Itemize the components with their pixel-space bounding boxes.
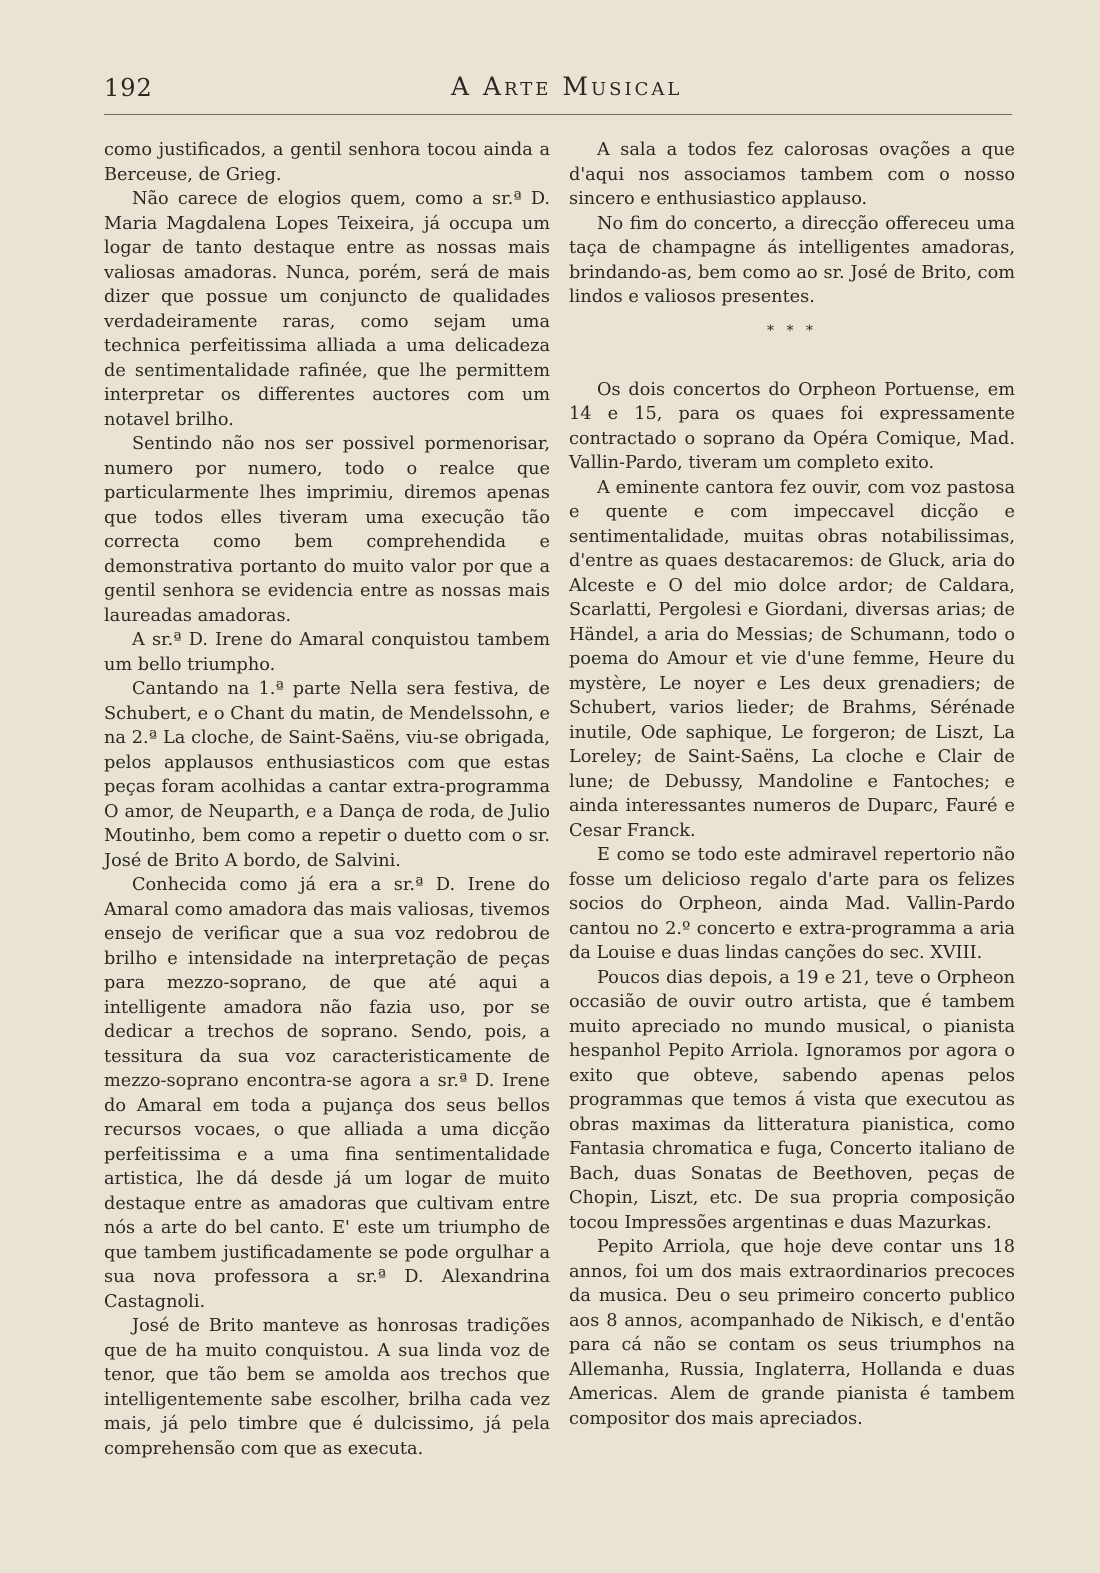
paragraph: Não carece de elogios quem, como a sr.ª D. Maria Magdalena Lopes Teixeira, já occupa um logar de tanto destaque entre as nossas mais valiosas amadoras. Nunca, porém, será de mais dizer que possue um conjuncto de qualidades verdadeiramente raras, como sejam uma technica perfeitissima alliada a uma delicadeza de sentimentalidade rafinée, que lhe permittem interpretar os differentes auctores com um notavel brilho.: [104, 189, 550, 430]
paragraph: como justificados, a gentil senhora tocou ainda a Berceuse, de Grieg.: [104, 140, 550, 185]
section-separator: * * *: [767, 322, 817, 339]
running-title: A Arte Musical: [451, 72, 683, 101]
paragraph: A sr.ª D. Irene do Amaral conquistou tambem um bello triumpho.: [104, 630, 550, 675]
left-column: [104, 138, 550, 1461]
header-rule: [104, 114, 1012, 115]
paragraph: E como se todo este admiravel repertorio não fosse um delicioso regalo d'arte para os felizes socios do Orpheon, ainda Mad. Vallin-Pardo cantou no 2.º concerto e extra-programma a aria da Louise e duas lindas canções do sec. XVIII.: [569, 845, 1015, 963]
paragraph: Os dois concertos do Orpheon Portuense, em 14 e 15, para os quaes foi expressamente contractado o soprano da Opéra Comique, Mad. Vallin-Pardo, tiveram um completo exito.: [569, 379, 1015, 473]
paragraph: Sentindo não nos ser possivel pormenorisar, numero por numero, todo o realce que particularmente lhes imprimiu, diremos apenas que todos elles tiveram uma execução tão correcta como bem comprehendida e demonstrativa portanto do muito valor por que a gentil senhora se evidencia entre as nossas mais laureadas amadoras.: [104, 434, 550, 626]
page-header: [104, 72, 1012, 110]
paragraph: Poucos dias depois, a 19 e 21, teve o Orpheon occasião de ouvir outro artista, que é tambem muito apreciado no mundo musical, o pianista hespanhol Pepito Arriola. Ignoramos por agora o exito que obteve, sabendo apenas pelos programmas que temos á vista que executou as obras maximas da litteratura pianistica, como Fantasia chromatica e fuga, Concerto italiano de Bach, duas Sonatas de Beethoven, peças de Chopin, Liszt, etc. De sua propria composição tocou Impressões argentinas e duas Mazurkas.: [569, 967, 1015, 1233]
paragraph: José de Brito manteve as honrosas tradições que de ha muito conquistou. A sua linda voz de tenor, que tão bem se amolda aos trechos que intelligentemente sabe escolher, brilha cada vez mais, já pelo timbre que é dulcissimo, já pela comprehensão com que as executa.: [104, 1316, 550, 1459]
right-column: [569, 138, 1015, 1431]
paragraph: Pepito Arriola, que hoje deve contar uns 18 annos, foi um dos mais extraordinarios precoces da musica. Deu o seu primeiro concerto publico aos 8 annos, acompanhado de Nikisch, e d'então para cá não se contam os seus triumphos na Allemanha, Russia, Inglaterra, Hollanda e duas Americas. Alem de grande pianista é tambem compositor dos mais apreciados.: [569, 1237, 1015, 1429]
paragraph: Cantando na 1.ª parte Nella sera festiva, de Schubert, e o Chant du matin, de Mendelssohn, e na 2.ª La cloche, de Saint-Saëns, viu-se obrigada, pelos applausos enthusiasticos com que estas peças foram acolhidas a cantar extra-programma O amor, de Neuparth, e a Dança de roda, de Julio Moutinho, bem como a repetir o duetto com o sr. José de Brito A bordo, de Salvini.: [104, 679, 550, 871]
paragraph: No fim do concerto, a direcção offereceu uma taça de champagne ás intelligentes amadoras, brindando-as, bem como ao sr. José de Brito, com lindos e valiosos presentes.: [569, 213, 1015, 307]
paragraph: A eminente cantora fez ouvir, com voz pastosa e quente e com impeccavel dicção e sentimentalidade, muitas obras notabilissimas, d'entre as quaes destacaremos: de Gluck, aria do Alceste e O del mio dolce ardor; de Caldara, Scarlatti, Pergolesi e Giordani, diversas arias; de Händel, a aria do Messias; de Schumann, todo o poema do Amour et vie d'une femme, Heure du mystère, Le noyer e Les deux grenadiers; de Schubert, varios lieder; de Brahms, Sérénade inutile, Ode saphique, Le forgeron; de Liszt, La Loreley; de Saint-Saëns, La cloche e Clair de lune; de Debussy, Mandoline e Fantoches; e ainda interessantes numeros de Duparc, Fauré e Cesar Franck.: [569, 477, 1015, 841]
paragraph: Conhecida como já era a sr.ª D. Irene do Amaral como amadora das mais valiosas, tivemos ensejo de verificar que a sua voz redobrou de brilho e intensidade na interpretação de peças para mezzo-soprano, de que até aqui a intelligente amadora não fazia uso, por se dedicar a trechos de soprano. Sendo, pois, a tessitura da sua voz caracteristicamente de mezzo-soprano encontra-se agora a sr.ª D. Irene do Amaral em toda a pujança dos seus bellos recursos vocaes, o que alliada a uma dicção perfeitissima e a uma fina sentimentalidade artistica, lhe dá desde já um logar de muito destaque entre as amadoras que cultivam entre nós a arte do bel canto. E' este um triumpho de que tambem justificadamente se pode orgulhar a sua nova professora a sr.ª D. Alexandrina Castagnoli.: [104, 875, 550, 1312]
page-number: 192: [104, 74, 153, 102]
paragraph: A sala a todos fez calorosas ovações a que d'aqui nos associamos tambem com o nosso sincero e enthusiastico applauso.: [569, 140, 1015, 209]
